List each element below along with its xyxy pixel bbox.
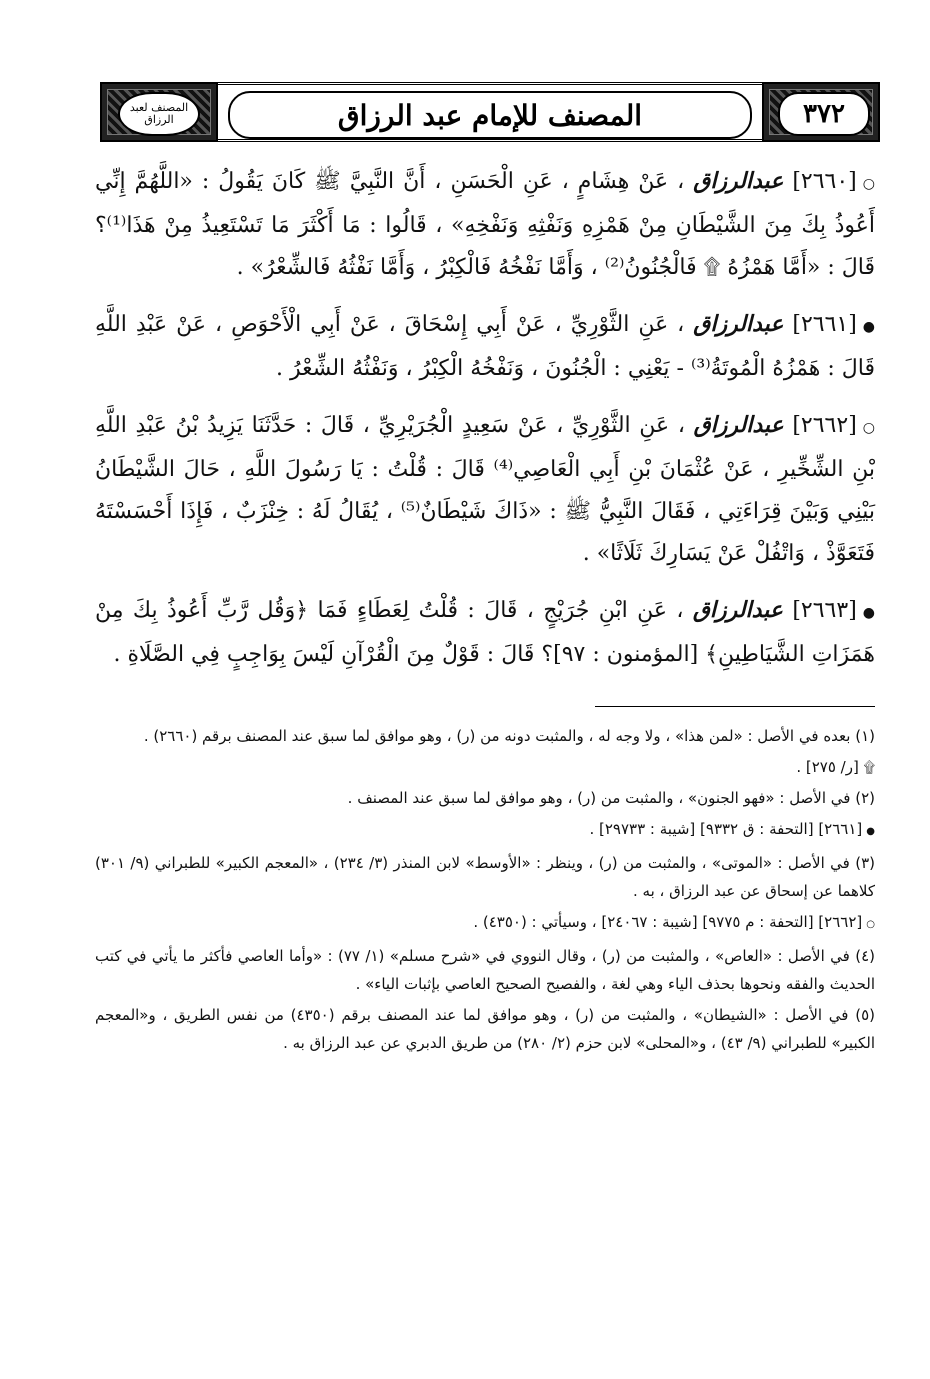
hadith-number: [٢٦٦٣] [792, 598, 857, 623]
footnote [95, 815, 875, 846]
filled-circle-icon [863, 590, 875, 634]
footnote [95, 753, 875, 781]
hadith-text: ، عَنْ هِشَامٍ ، عَنِ الْحَسَنِ ، أَنَّ النَّبِيَّ ﷺ كَانَ يَقُولُ : «اللَّهُمَّ إِنِّي أَعُوذُ بِكَ مِنَ الشَّيْطَانِ مِنْ هَمْزِهِ وَنَفْثِهِ وَنَفْخِهِ» ، قَالُوا : مَا أَكْثَرَ مَا تَسْتَعِيذُ مِنْ هَذَا⁽¹⁾؟ قَالَ : «أَمَّا هَمْزُهُ ۩ فَالْجُنُونُ⁽²⁾ ، وَأَمَّا نَفْخُهُ فَالْكِبْرُ ، وَأَمَّا نَفْثُهُ فَالشِّعْرُ» . [95, 169, 875, 280]
footnote [95, 942, 875, 998]
footnote [95, 784, 875, 812]
narrator-name: عبدالرزاق [693, 412, 784, 438]
footnote-text: ۩ [ر/ ٢٧٥] . [796, 758, 875, 776]
filled-circle-icon [866, 815, 875, 846]
main-text [95, 160, 875, 690]
hadith-text: ، عَنِ الثَّوْرِيِّ ، عَنْ سَعِيدٍ الْجُرَيْرِيِّ ، قَالَ : حَدَّثَنَا يَزِيدُ بْنُ عَبْدِ اللَّهِ بْنِ الشِّخِّيرِ ، عَنْ عُثْمَانَ بْنِ أَبِي الْعَاصِي⁽⁴⁾ قَالَ : قُلْتُ : يَا رَسُولَ اللَّهِ ، حَالَ الشَّيْطَانُ بَيْنِي وَبَيْنَ قِرَاءَتِي ، فَقَالَ النَّبِيُّ ﷺ : «ذَاكَ شَيْطَانٌ⁽⁵⁾ ، يُقَالُ لَهُ : خِنْزَبٌ ، فَإِذَا أَحْسَسْتَهُ فَتَعَوَّذْ ، وَاتْفُلْ عَنْ يَسَارِكَ ثَلَاثًا» . [95, 413, 875, 566]
header-ornament-right [762, 82, 880, 142]
hadith-paragraph [95, 404, 875, 575]
narrator-name: عبدالرزاق [692, 597, 783, 623]
header-ornament-left [100, 82, 218, 142]
footnote [95, 1001, 875, 1057]
hadith-number: [٢٦٦٠] [792, 169, 857, 194]
hadith-paragraph [95, 303, 875, 390]
filled-circle-icon [863, 304, 875, 348]
book-seal: المصنف لعبد الرزاق [118, 92, 200, 136]
footnote-text: (٤) في الأصل : «العاص» ، والمثبت من (ر) ، وقال النووي في «شرح مسلم» (١/ ٧٧) : «وأما العاصي فأكثر ما يأتي في كتب الحديث والفقه ونحوها بحذف الياء وهي لغة ، والفصيح الصحيح العاصي بإثبات الياء» . [95, 947, 875, 993]
hollow-circle-icon [863, 161, 875, 205]
footnote-text: [٢٦٦١] [التحفة : ق ٩٣٣٢] [شيبة : ٢٩٧٣٣] . [589, 820, 863, 838]
book-title: المصنف للإمام عبد الرزاق [228, 91, 752, 139]
hollow-circle-icon [866, 908, 875, 939]
page-number: ٣٧٢ [778, 92, 870, 136]
footnote-text: (٣) في الأصل : «الموتى» ، والمثبت من (ر) ، وينظر : «الأوسط» لابن المنذر (٣/ ٢٣٤) ، «المعجم الكبير» للطبراني (٩/ ٣٠١) كلاهما عن إسحاق عن عبد الرزاق ، به . [95, 854, 875, 900]
hadith-text: ، عَنِ الثَّوْرِيِّ ، عَنْ أَبِي إِسْحَاقَ ، عَنْ أَبِي الْأَحْوَصِ ، عَنْ عَبْدِ اللَّهِ قَالَ : هَمْزُهُ الْمُوتَةُ⁽³⁾ - يَعْنِي : الْجُنُونَ ، وَنَفْخُهُ الْكِبْرُ ، وَنَفْثُهُ الشِّعْرُ . [95, 312, 875, 381]
footnote-text: [٢٦٦٢] [التحفة : م ٩٧٧٥] [شيبة : ٢٤٠٦٧] ، وسيأتي : (٤٣٥٠) . [473, 913, 863, 931]
header-title-band [218, 82, 762, 142]
footnote-text: (٥) في الأصل : «الشيطان» ، والمثبت من (ر) ، وهو موافق لما عند المصنف برقم (٤٣٥٠) من نفس الطريق ، و«المعجم الكبير» للطبراني (٩/ ٤٣) ، و«المحلى» لابن حزم (٢/ ٢٨٠) من طريق الدبري عن عبد الرزاق به . [95, 1006, 875, 1052]
footnote-text: (٢) في الأصل : «فهو الجنون» ، والمثبت من (ر) ، وهو موافق لما سبق عند المصنف . [347, 789, 875, 807]
hadith-number: [٢٦٦٢] [792, 413, 857, 438]
footnote-text: (١) بعده في الأصل : «لمن هذا» ، ولا وجه له ، والمثبت دونه من (ر) ، وهو موافق لما سبق عند المصنف برقم (٢٦٦٠) . [143, 727, 875, 745]
narrator-name: عبدالرزاق [693, 311, 784, 337]
footnote [95, 849, 875, 905]
narrator-name: عبدالرزاق [693, 168, 784, 194]
hollow-circle-icon [863, 405, 875, 449]
hadith-paragraph [95, 589, 875, 676]
hadith-text: ، عَنِ ابْنِ جُرَيْجٍ ، قَالَ : قُلْتُ لِعَطَاءٍ فَمَا ﴿وَقُل رَّبِّ أَعُوذُ بِكَ مِنْ هَمَزَاتِ الشَّيَاطِينِ﴾ [المؤمنون : ٩٧]؟ قَالَ : قَوْلٌ مِنَ الْقُرْآنِ لَيْسَ بِوَاجِبٍ فِي الصَّلَاةِ . [95, 598, 875, 667]
hadith-number: [٢٦٦١] [792, 312, 857, 337]
footnotes [95, 722, 875, 1060]
footnote [95, 722, 875, 750]
hadith-paragraph [95, 160, 875, 289]
footnote-divider [595, 706, 875, 707]
page-header [100, 82, 880, 142]
footnote [95, 908, 875, 939]
